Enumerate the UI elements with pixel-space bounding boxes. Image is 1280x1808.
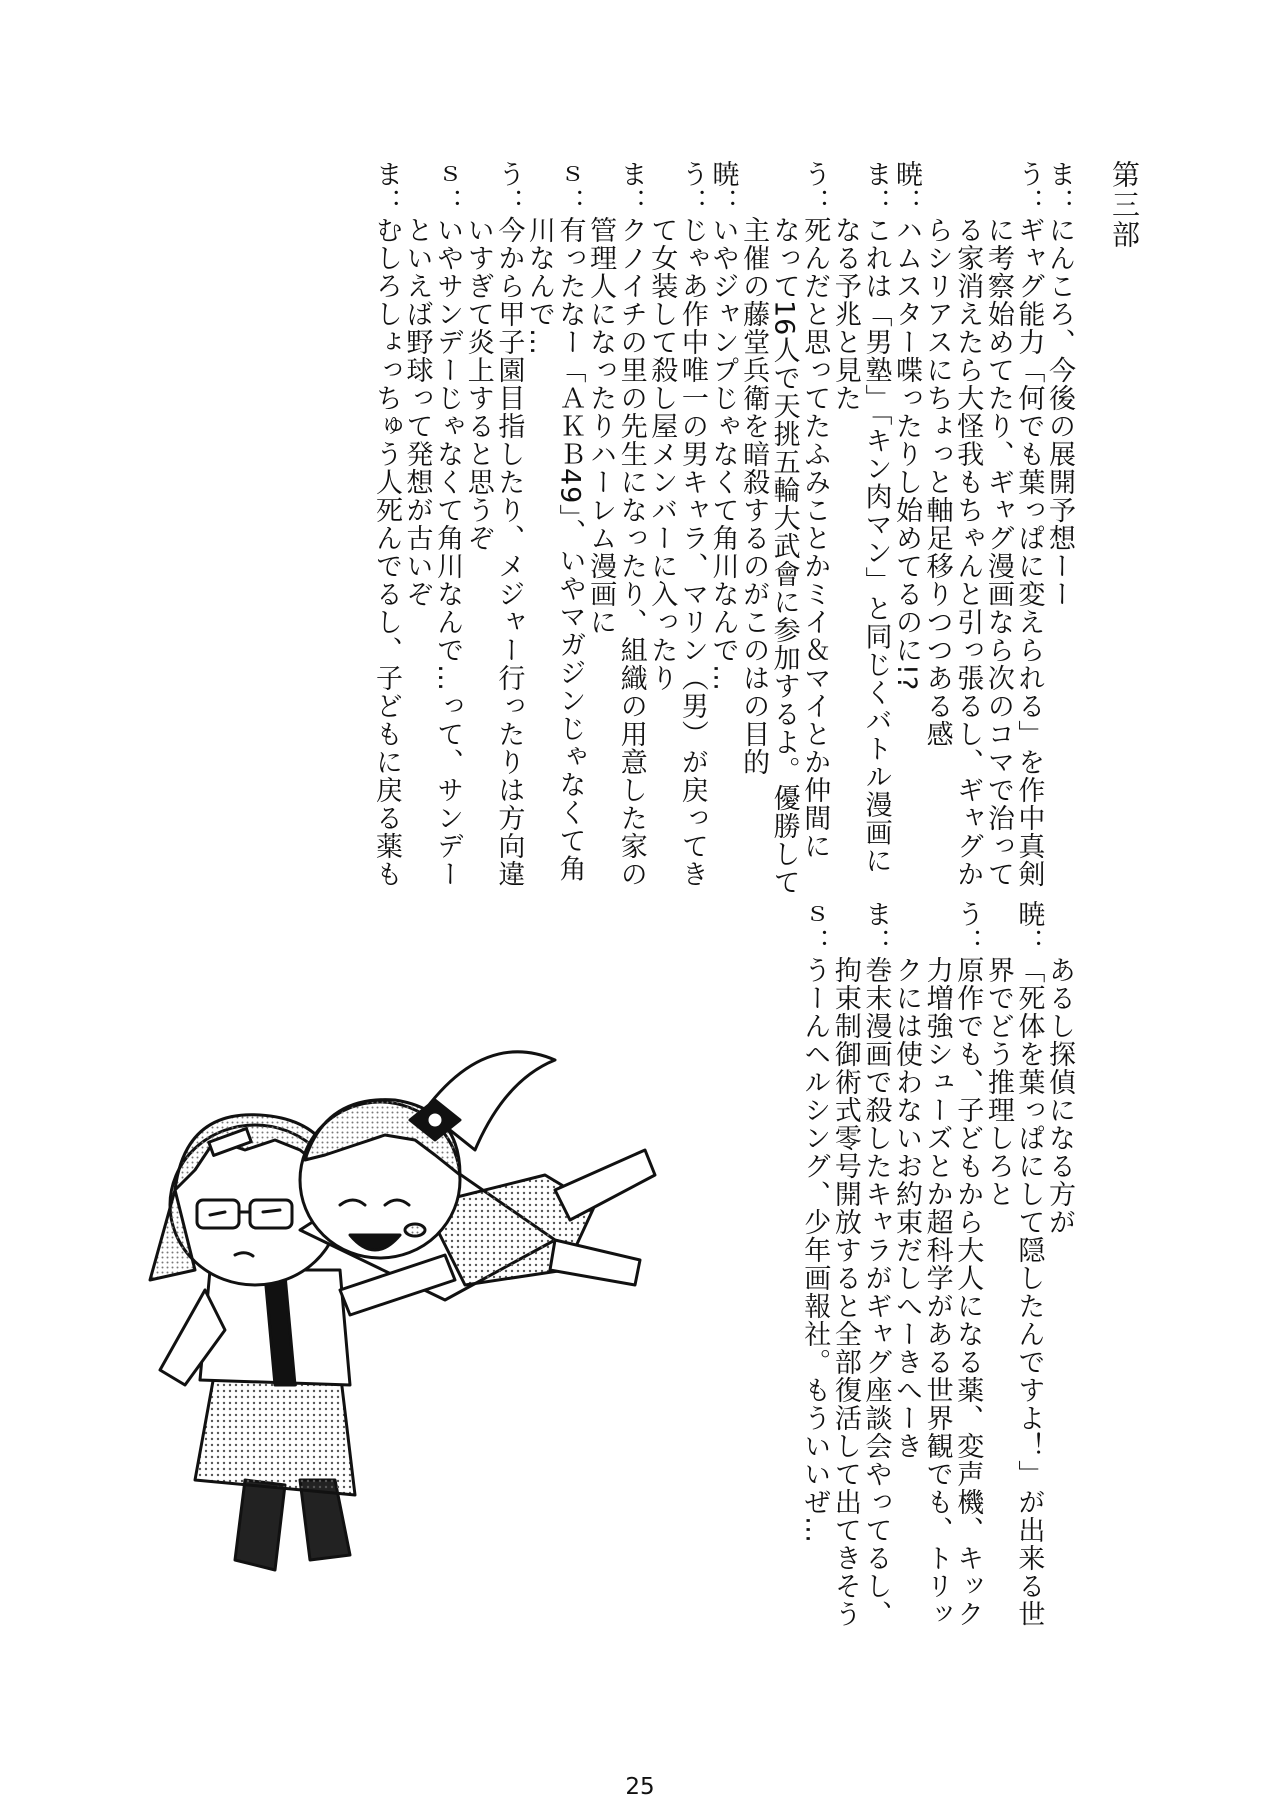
upper-dialogue-block xyxy=(370,160,1075,897)
dialogue-line: て女装して殺し屋メンバーに入ったり xyxy=(646,160,678,692)
dialogue-line: 界でどう推理しろと xyxy=(982,900,1014,1208)
dialogue-line: ま：むしろしょっちゅう人死んでるし、子どもに戻る薬も xyxy=(370,160,402,888)
dialogue-line: ま：クノイチの里の先生になったり、組織の用意した家の xyxy=(615,160,647,888)
dialogue-line: う：原作でも、子どもから大人になる薬、変声機、キック xyxy=(952,900,984,1628)
dialogue-line: ｓ：うーんヘルシング、少年画報社。もういいぜ… xyxy=(799,900,831,1544)
dialogue-line: ま：巻末漫画で殺したキャラがギャグ座談会やってるし、 xyxy=(860,900,892,1628)
dialogue-line: 暁：ハムスター喋ったりし始めてるのに!? xyxy=(891,160,923,692)
dialogue-line: う：ギャグ能力「何でも葉っぱに変えられる」を作中真剣 xyxy=(1013,160,1045,888)
dialogue-line: 暁：いやジャンプじゃなくて角川なんで… xyxy=(707,160,739,692)
dialogue-line: う：じゃあ作中唯一の男キャラ、マリン（男）が戻ってき xyxy=(676,160,708,888)
chibi-girls-illustration xyxy=(125,1040,675,1600)
dialogue-line: う：今から甲子園目指したり、メジャー行ったりは方向違 xyxy=(493,160,525,888)
dialogue-line: ｓ：有ったなー「ＡＫＢ49」、いやマガジンじゃなくて角 xyxy=(554,160,586,883)
dialogue-line: 管理人になったりハーレム漫画に xyxy=(585,160,617,636)
dialogue-line: ま：これは「男塾」「キン肉マン」と同じくバトル漫画に xyxy=(860,160,892,875)
dialogue-line: 暁：「死体を葉っぱにして隠したんですよ！」が出来る世 xyxy=(1013,900,1045,1628)
dialogue-line: なる予兆と見た xyxy=(829,160,861,412)
dialogue-line: ｓ：いやサンデーじゃなくて角川なんで…って、サンデー xyxy=(432,160,464,888)
dialogue-line: 川なんで… xyxy=(523,160,555,356)
dialogue-line: らシリアスにちょっと軸足移りつつある感 xyxy=(921,160,953,748)
dialogue-line: 力増強シューズとか超科学がある世界観でも、トリッ xyxy=(921,900,953,1628)
lower-dialogue-block xyxy=(799,900,1075,1628)
dialogue-line: 主催の藤堂兵衛を暗殺するのがこのはの目的 xyxy=(738,160,770,776)
dialogue-line: クには使わないお約束だしへーきへーき xyxy=(891,900,923,1460)
dialogue-line: いすぎて炎上すると思うぞ xyxy=(462,160,494,552)
page-number: 25 xyxy=(625,1774,655,1800)
dialogue-line: ま：にんころ、今後の展開予想ーー xyxy=(1044,160,1075,608)
dialogue-line: なって16人で天挑五輪大武會に参加するよ。優勝して xyxy=(768,160,800,897)
dialogue-line: に考察始めてたり、ギャグ漫画なら次のコマで治って xyxy=(982,160,1014,888)
dialogue-line: 拘束制御術式零号開放すると全部復活して出てきそう xyxy=(829,900,861,1628)
dialogue-line: う：死んだと思ってたふみことかミイ＆マイとか仲間に xyxy=(799,160,831,860)
section-title: 第三部 xyxy=(1108,160,1141,250)
dialogue-line: る家消えたら大怪我もちゃんと引っ張るし、ギャグか xyxy=(952,160,984,888)
dialogue-line: といえば野球って発想が古いぞ xyxy=(401,160,433,608)
dialogue-line: あるし探偵になる方が xyxy=(1044,900,1075,1236)
